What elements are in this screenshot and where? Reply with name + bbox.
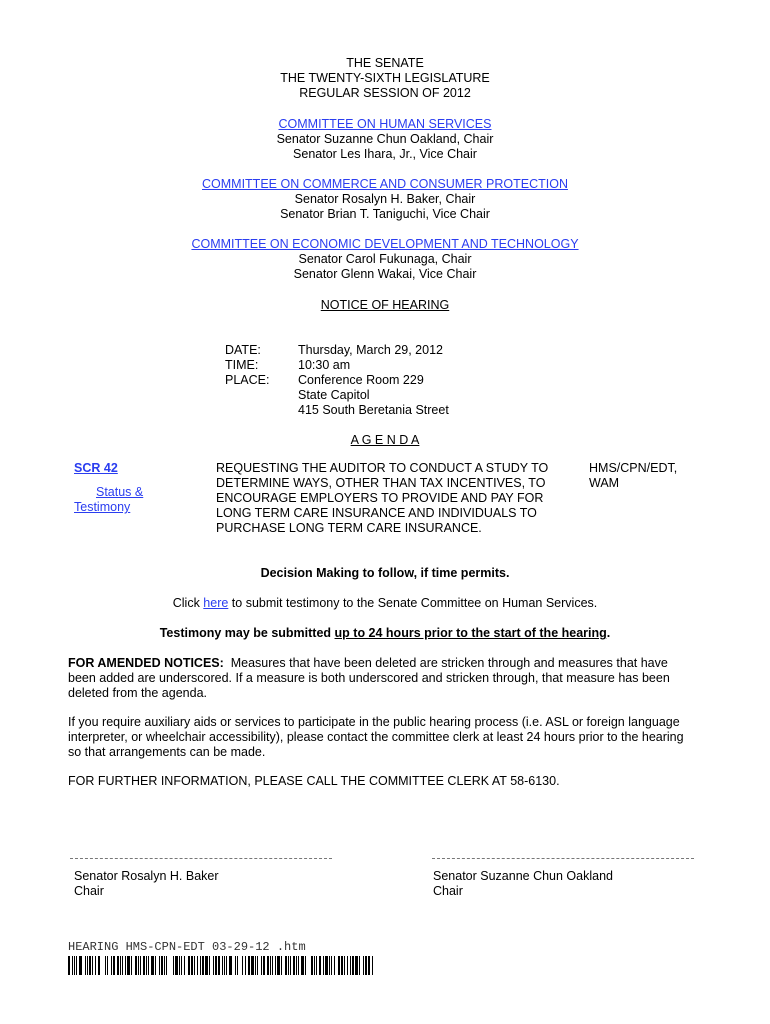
barcode-bar — [309, 956, 310, 975]
aids-line: If you require auxiliary aids or services to participate in the public hearing process (i.e. ASL or foreign language — [68, 715, 680, 729]
barcode-bar — [365, 956, 367, 975]
barcode-bar — [138, 956, 139, 975]
click-pre: Click — [172, 596, 204, 610]
barcode-bar — [166, 956, 167, 975]
testimony-underlined: up to 24 hours prior to the start of the hearing — [334, 626, 607, 640]
barcode-bar — [87, 956, 88, 975]
barcode-bar — [251, 956, 254, 975]
barcode-bar — [120, 956, 121, 975]
barcode-bar — [74, 956, 75, 975]
barcode-bar — [159, 956, 160, 975]
barcode-bar — [89, 956, 91, 975]
barcode-bar — [215, 956, 217, 975]
barcode-bar — [181, 956, 182, 975]
barcode-bar — [347, 956, 348, 975]
hearing-room: Conference Room 229 — [298, 373, 424, 387]
barcode-bar — [85, 956, 86, 975]
footer-filename: HEARING HMS-CPN-EDT 03-29-12 .htm — [68, 940, 306, 954]
barcode-bar — [200, 956, 201, 975]
here-link[interactable]: here — [203, 596, 229, 610]
signature-baker — [74, 869, 219, 899]
barcode-bar — [113, 956, 115, 975]
place-label: PLACE: — [225, 373, 270, 387]
signature-line — [432, 858, 694, 859]
committee-economic — [0, 237, 770, 252]
description-line: PURCHASE LONG TERM CARE INSURANCE. — [216, 521, 482, 535]
barcode — [68, 956, 376, 975]
barcode-bar — [334, 956, 335, 975]
barcode-bar — [95, 956, 96, 975]
barcode-bar — [191, 956, 193, 975]
date-label: DATE: — [225, 343, 261, 357]
barcode-bar — [117, 956, 119, 975]
barcode-bar — [296, 956, 297, 975]
barcode-bar — [151, 956, 154, 975]
decision-making: Decision Making to follow, if time permits. — [260, 566, 510, 580]
barcode-bar — [68, 956, 70, 975]
barcode-bar — [255, 956, 256, 975]
senate-title: THE SENATE — [346, 56, 424, 70]
committee-vice-chair: Senator Les Ihara, Jr., Vice Chair — [293, 147, 477, 161]
amended-label: FOR AMENDED NOTICES: — [68, 656, 224, 670]
barcode-bar — [188, 956, 190, 975]
barcode-bar — [288, 956, 289, 975]
auxiliary-aids — [68, 715, 708, 760]
barcode-bar — [175, 956, 178, 975]
barcode-bar — [267, 956, 269, 975]
description-line: LONG TERM CARE INSURANCE AND INDIVIDUALS TO — [216, 506, 537, 520]
hearing-address: 415 South Beretania Street — [298, 403, 449, 417]
barcode-bar — [222, 956, 223, 975]
barcode-bar — [235, 956, 236, 975]
description-line: REQUESTING THE AUDITOR TO CONDUCT A STUDY TO — [216, 461, 549, 475]
signer-title: Chair — [433, 884, 463, 898]
barcode-bar — [323, 956, 324, 975]
barcode-bar — [341, 956, 343, 975]
barcode-bar — [169, 956, 171, 975]
committee-commerce — [0, 177, 770, 192]
agenda-title-text: A G E N D A — [350, 433, 420, 447]
barcode-bar — [164, 956, 165, 975]
barcode-bar — [359, 956, 360, 975]
testimony-post: . — [606, 626, 611, 640]
barcode-bar — [248, 956, 250, 975]
barcode-bar — [257, 956, 258, 975]
measure-description — [216, 461, 548, 536]
barcode-bar — [79, 956, 82, 975]
barcode-bar — [277, 956, 280, 975]
barcode-bar — [285, 956, 287, 975]
barcode-bar — [148, 956, 149, 975]
status-link[interactable]: Status & — [96, 485, 144, 499]
hearing-building: State Capitol — [298, 388, 370, 402]
testimony-pre: Testimony may be submitted — [159, 626, 335, 640]
barcode-bar — [363, 956, 364, 975]
barcode-bar — [237, 956, 238, 975]
barcode-bar — [316, 956, 317, 975]
session-title: REGULAR SESSION OF 2012 — [299, 86, 471, 100]
barcode-bar — [101, 956, 104, 975]
barcode-bar — [105, 956, 106, 975]
barcode-bar — [331, 956, 332, 975]
barcode-bar — [325, 956, 328, 975]
signer-name: Senator Rosalyn H. Baker — [74, 869, 219, 883]
barcode-bar — [270, 956, 271, 975]
amended-line: been added are underscored. If a measure is both underscored and stricken through, that measure has been — [68, 671, 670, 685]
barcode-bar — [184, 956, 185, 975]
barcode-bar — [224, 956, 225, 975]
testimony-deadline — [0, 626, 770, 641]
notice-title — [0, 298, 770, 313]
barcode-bar — [205, 956, 208, 975]
testimony-link[interactable]: Testimony — [74, 500, 131, 514]
barcode-bar — [368, 956, 370, 975]
committee-human-services — [0, 117, 770, 132]
barcode-bar — [111, 956, 112, 975]
barcode-bar — [131, 956, 132, 975]
barcode-bar — [173, 956, 174, 975]
referral — [589, 461, 677, 491]
click-here-line — [0, 596, 770, 611]
barcode-bar — [226, 956, 227, 975]
legislature-title: THE TWENTY-SIXTH LEGISLATURE — [280, 71, 490, 85]
barcode-bar — [272, 956, 273, 975]
barcode-bar — [239, 956, 241, 975]
hearing-date: Thursday, March 29, 2012 — [298, 343, 443, 357]
barcode-bar — [329, 956, 330, 975]
barcode-bar — [92, 956, 93, 975]
signer-name: Senator Suzanne Chun Oakland — [433, 869, 613, 883]
barcode-bar — [242, 956, 243, 975]
committee-chair: Senator Rosalyn H. Baker, Chair — [294, 192, 476, 206]
committee-chair: Senator Carol Fukunaga, Chair — [298, 252, 472, 266]
barcode-bar — [293, 956, 295, 975]
time-label: TIME: — [225, 358, 259, 372]
amended-text: Measures that have been deleted are stricken through and measures that have — [223, 656, 668, 670]
barcode-bar — [76, 956, 77, 975]
barcode-bar — [338, 956, 340, 975]
barcode-bar — [179, 956, 180, 975]
signature-oakland — [433, 869, 613, 899]
committee-vice-chair: Senator Glenn Wakai, Vice Chair — [293, 267, 477, 281]
barcode-bar — [290, 956, 291, 975]
barcode-bar — [372, 956, 373, 975]
amended-line: deleted from the agenda. — [68, 686, 207, 700]
barcode-bar — [352, 956, 354, 975]
referral-line: HMS/CPN/EDT, — [589, 461, 678, 475]
barcode-bar — [127, 956, 130, 975]
description-line: ENCOURAGE EMPLOYERS TO PROVIDE AND PAY FOR — [216, 491, 544, 505]
barcode-bar — [98, 956, 100, 975]
barcode-bar — [161, 956, 163, 975]
aids-line: interpreter, or wheelchair accessibility), please contact the committee clerk at least 24 hours prior to the hearing — [68, 730, 684, 744]
barcode-bar — [143, 956, 145, 975]
barcode-bar — [229, 956, 232, 975]
barcode-bar — [135, 956, 137, 975]
barcode-bar — [344, 956, 345, 975]
further-information: FOR FURTHER INFORMATION, PLEASE CALL THE COMMITTEE CLERK AT 58-6130. — [68, 774, 560, 788]
status-testimony-links — [74, 485, 143, 515]
barcode-bar — [72, 956, 73, 975]
notice-title-text: NOTICE OF HEARING — [320, 298, 450, 312]
committee-human-services-link[interactable]: COMMITTEE ON HUMAN SERVICES — [278, 117, 492, 131]
barcode-bar — [281, 956, 282, 975]
committee-commerce-link[interactable]: COMMITTEE ON COMMERCE AND CONSUMER PROTECTION — [202, 177, 568, 191]
barcode-bar — [202, 956, 204, 975]
barcode-bar — [155, 956, 156, 975]
description-line: DETERMINE WAYS, OTHER THAN TAX INCENTIVES, TO — [216, 476, 546, 490]
barcode-bar — [355, 956, 358, 975]
barcode-bar — [218, 956, 220, 975]
referral-line: WAM — [589, 476, 620, 490]
barcode-bar — [107, 956, 108, 975]
barcode-bar — [194, 956, 195, 975]
barcode-bar — [209, 956, 210, 975]
barcode-bar — [122, 956, 123, 975]
barcode-bar — [245, 956, 246, 975]
barcode-bar — [261, 956, 262, 975]
barcode-bar — [350, 956, 351, 975]
barcode-bar — [298, 956, 299, 975]
barcode-bar — [213, 956, 214, 975]
barcode-bar — [275, 956, 276, 975]
barcode-bar — [301, 956, 304, 975]
barcode-bar — [311, 956, 313, 975]
click-post: to submit testimony to the Senate Committee on Human Services. — [228, 596, 598, 610]
committee-vice-chair: Senator Brian T. Taniguchi, Vice Chair — [280, 207, 490, 221]
committee-chair: Senator Suzanne Chun Oakland, Chair — [276, 132, 494, 146]
barcode-bar — [305, 956, 306, 975]
barcode-bar — [319, 956, 321, 975]
amended-notices — [68, 656, 708, 701]
committee-economic-link[interactable]: COMMITTEE ON ECONOMIC DEVELOPMENT AND TECHNOLOGY — [191, 237, 579, 251]
barcode-bar — [263, 956, 265, 975]
barcode-bar — [146, 956, 147, 975]
signer-title: Chair — [74, 884, 104, 898]
barcode-bar — [125, 956, 126, 975]
agenda-title — [0, 433, 770, 448]
aids-line: so that arrangements can be made. — [68, 745, 266, 759]
hearing-time: 10:30 am — [298, 358, 351, 372]
barcode-bar — [314, 956, 315, 975]
barcode-bar — [197, 956, 198, 975]
barcode-bar — [140, 956, 141, 975]
signature-line — [70, 858, 332, 859]
measure-link[interactable]: SCR 42 — [74, 461, 118, 475]
